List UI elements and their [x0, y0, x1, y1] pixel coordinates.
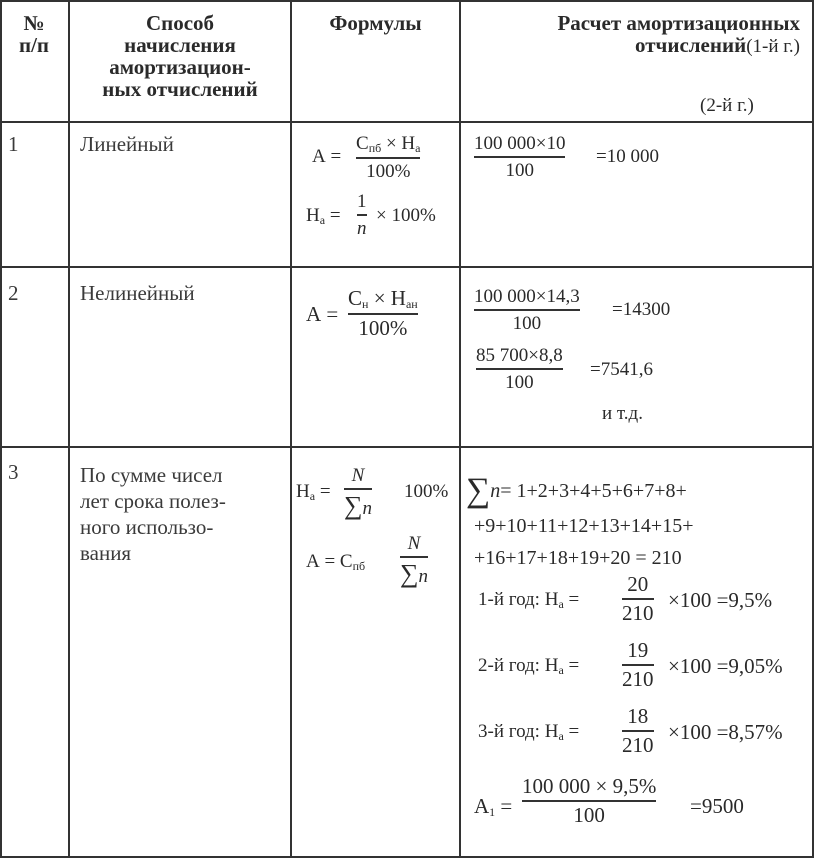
row-divider	[0, 266, 814, 268]
row2-number: 2	[8, 281, 19, 305]
a1-result: =9500	[690, 794, 744, 818]
row2-calc1-result: =14300	[612, 299, 671, 320]
year1-label: 1-й год: $Н_а$ =	[478, 589, 580, 611]
row1-formula-fraction: $С_{пб} \times Н_а$ 100%	[356, 133, 421, 182]
column-divider	[290, 0, 292, 858]
row2-etc: и т.д.	[602, 403, 643, 424]
year3-label: 3-й год: $Н_а$ =	[478, 721, 580, 743]
row1-number: 1	[8, 132, 19, 156]
row3-formula1-fraction: N ∑n	[344, 465, 373, 520]
row1-formula2-fraction: 1 n	[357, 191, 367, 239]
row1-formula-lhs: А =	[312, 146, 342, 167]
column-divider	[459, 0, 461, 858]
row3-formula1-lhs: $Н_а$ =	[296, 481, 331, 503]
column-divider	[68, 0, 70, 858]
header-number: № п/п	[18, 11, 50, 57]
row2-method: Нелинейный	[80, 281, 195, 305]
row2-formula-fraction: $С_н \times Н_{ан}$ 100%	[348, 286, 418, 340]
a1-fraction: 100 000 × 9,5% 100	[522, 774, 657, 827]
header-calc: Расчет амортизационных отчислений(1-й г.)	[557, 11, 800, 57]
year3-result: ×100 =8,57%	[668, 720, 783, 744]
row1-calc-result: =10 000	[596, 146, 659, 167]
header-formulas: Формулы	[329, 11, 422, 35]
row3-method: По сумме чисел лет срока полез- ного использо- вания	[80, 463, 226, 565]
row3-formula1-rest: 100%	[404, 481, 449, 502]
sum-sigma-icon: ∑	[466, 472, 491, 509]
row2-calc2-fraction: 85 700×8,8 100	[476, 345, 563, 393]
row2-calc1-fraction: 100 000×14,3 100	[474, 286, 580, 334]
row1-method: Линейный	[80, 132, 174, 156]
year2-label: 2-й год: $Н_а$ =	[478, 655, 580, 677]
row2-calc2-result: =7541,6	[590, 359, 653, 380]
row1-formula2-lhs: $Н_а$ =	[306, 205, 341, 227]
row1-calc-fraction: 100 000×10 100	[474, 133, 566, 181]
row1-formula2-rest: × 100%	[376, 205, 436, 226]
row-divider	[0, 446, 814, 448]
year1-fraction: 20 210	[622, 572, 654, 625]
year1-result: ×100 =9,5%	[668, 588, 773, 612]
year2-fraction: 19 210	[622, 638, 654, 691]
a1-lhs: $А_1$ =	[474, 794, 513, 819]
row3-sum-line1: ∑n= 1+2+3+4+5+6+7+8+	[466, 472, 687, 509]
row3-number: 3	[8, 460, 19, 484]
year3-fraction: 18 210	[622, 704, 654, 757]
header-year2: (2-й г.)	[700, 95, 754, 116]
header-method: Способ начисления амортизацион- ных отчислений	[102, 11, 258, 101]
row2-formula-lhs: А =	[306, 302, 339, 326]
year2-result: ×100 =9,05%	[668, 654, 783, 678]
row3-formula2-fraction: N ∑n	[400, 533, 429, 588]
row3-sum-line2: +9+10+11+12+13+14+15+	[474, 515, 694, 537]
table-border	[0, 0, 2, 858]
row-divider	[0, 121, 814, 123]
row3-formula2-lhs: $А = С_{пб}$	[306, 551, 366, 573]
table-border	[0, 0, 814, 2]
row3-sum-line3: +16+17+18+19+20 = 210	[474, 547, 682, 569]
